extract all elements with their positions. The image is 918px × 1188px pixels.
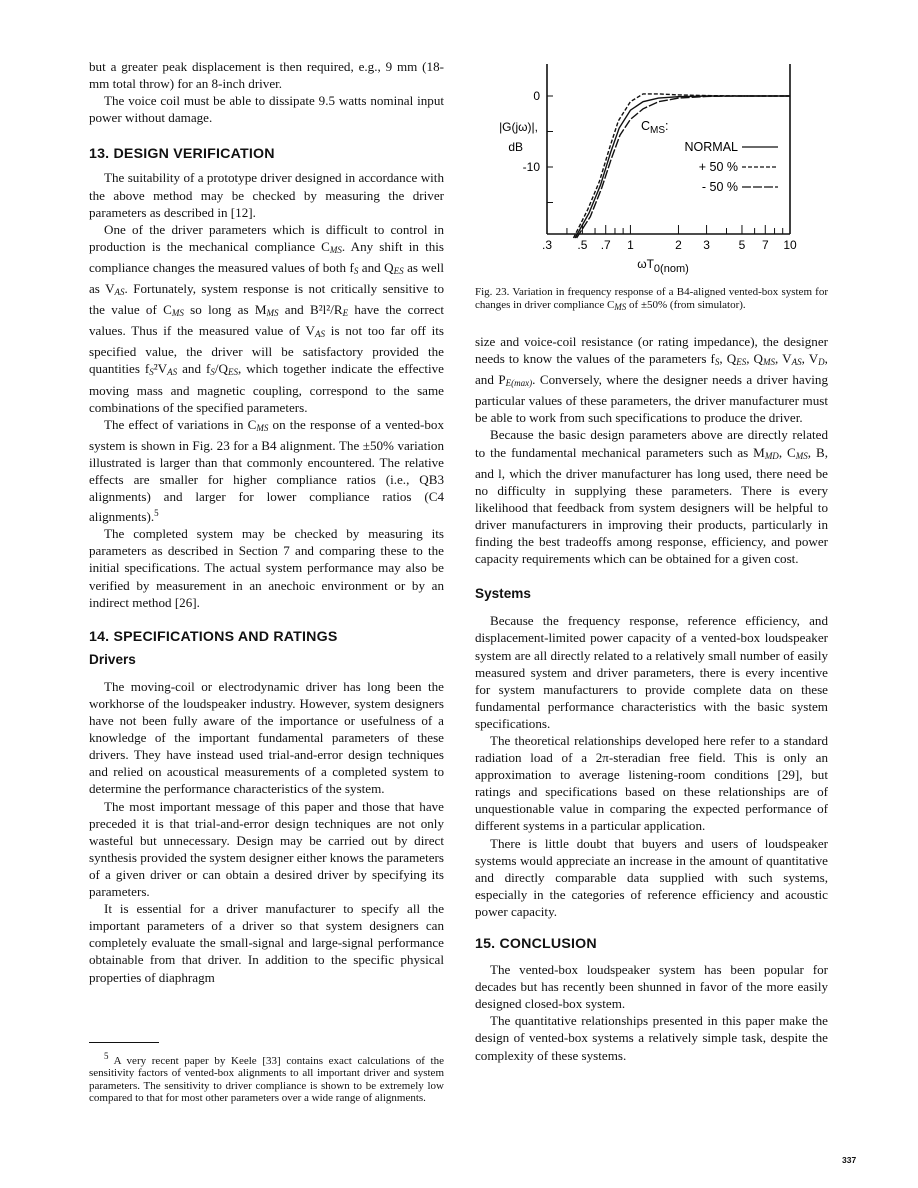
paragraph: The effect of variations in $C_{MS}$ on the response of a vented-box system is shown in Fig. 23 for a B4 alignment. The ±50% variation illustrated is larger than that commonly encountered. The relative effects are smaller for higher compliance ratios (i.e., QB3 alignments) and larger for lower compliance ratios (C4 alignments).$^5$ xyxy=(89,416,444,525)
y-tick-label: -10 xyxy=(522,160,540,174)
systems-heading: Systems xyxy=(475,586,531,602)
paragraph: but a greater peak displacement is then required, e.g., 9 mm (18-mm total throw) for an 8-inch driver. xyxy=(89,59,444,92)
paragraph: The suitability of a prototype driver designed in accordance with the above method may be checked by measuring the driver parameters as described in [12]. xyxy=(89,170,444,220)
paragraph: Because the basic design parameters above are directly related to the fundamental mechanical parameters such as $M_{MD}$, $C_{MS}$, B, and l, which the driver manufacturer has long used, there need be no difficulty in supplying these parameters. There is every likelihood that feedback from system designers will be helpful to driver manufacturers in improving their products, particularly in finding the best tradeoffs among response, efficiency, and power capacity requirements which can be obtained for a given cost. xyxy=(475,427,828,567)
legend-label: - 50 % xyxy=(701,180,738,194)
legend-label: NORMAL xyxy=(684,140,738,154)
paragraph: It is essential for a driver manufacturer to specify all the important parameters of a driver so that system designers can completely evaluate the small-signal and large-signal performance obtainable from that driver. In addition to the specific physical properties of diaphragm xyxy=(89,901,444,985)
y-axis-label: |G(jω)|, xyxy=(499,120,538,134)
x-tick-label: .7 xyxy=(600,238,611,252)
chart-axes xyxy=(547,64,790,234)
drivers-heading: Drivers xyxy=(89,651,136,667)
legend-title: $C_{MS}$: xyxy=(641,119,669,136)
figure-23-chart xyxy=(490,58,820,283)
figure-caption: Fig. 23. Variation in frequency response of a B4-aligned vented-box system for changes in driver compliance $C_{MS}$ of ±50% (from simulator). xyxy=(475,286,828,312)
paragraph: The vented-box loudspeaker system has been popular for decades but has recently been shunned in favor of the more easily designed closed-box system. xyxy=(475,962,828,1012)
paragraph: Because the frequency response, reference efficiency, and displacement-limited power capacity of a vented-box loudspeaker system are all directly related to a relatively small number of easily measured system and driver parameters, there is every incentive for system manufacturers to provide complete data on these fundamental performance characteristics with the basic system specifications. xyxy=(475,613,828,731)
paragraph: One of the driver parameters which is difficult to control in production is the mechanical compliance $C_{MS}$. Any shift in this compliance changes the measured values of both $f_S$ and $Q_{ES}$ as well as $V_{AS}$. Fortunately, system response is not critically sensitive to the value of $C_{MS}$ so long as $M_{MS}$ and B²l²/$R_E$ have the correct values. Thus if the measured value of $V_{AS}$ is not too far off its specified value, the driver will be satisfactory provided the quantities $f_S^2V_{AS}$ and $f_S/Q_{ES}$, which together indicate the effective moving mass and magnetic coupling, correspond to the same combinations of the specified parameters. xyxy=(89,221,444,415)
paragraph: The moving-coil or electrodynamic driver has long been the workhorse of the loudspeaker industry. However, system designers have not been fully aware of the importance or usefulness of a knowledge of the important fundamental parameters of these drivers. They have instead used trial-and-error design techniques and relied on acoustical measurements of a completed system to determine the performance characteristics of the system. xyxy=(89,678,444,797)
footnote-ref: 5 xyxy=(154,508,159,519)
x-tick-label: .3 xyxy=(541,238,553,252)
section-15-heading: 15. CONCLUSION xyxy=(475,936,597,952)
section-14-heading: 14. SPECIFICATIONS AND RATINGS xyxy=(89,628,338,645)
page-number: 337 xyxy=(842,1155,857,1165)
footnote: $^5$ A very recent paper by Keele [33] contains exact calculations of the sensitivity factors of vented-box alignments to all important driver and system parameters. The sensitivity to driver compliance is shown to be extremely low compared to that for most other parameters over a wide range of alignments. xyxy=(89,1051,444,1104)
x-tick-label: 3 xyxy=(703,238,710,252)
x-tick-label: 10 xyxy=(783,238,797,252)
paragraph: There is little doubt that buyers and users of loudspeaker systems would appreciate an increase in the amount of quantitative and directly comparable data supplied with such systems, especially in the categories of reference efficiency and acoustic power capacity. xyxy=(475,835,828,919)
x-tick-label: 7 xyxy=(761,238,769,252)
footnote-rule xyxy=(89,1042,159,1043)
y-tick-label: 0 xyxy=(533,89,540,103)
x-tick-label: 5 xyxy=(738,238,746,252)
legend-label: + 50 % xyxy=(698,160,738,174)
paragraph: size and voice-coil resistance (or rating impedance), the designer needs to know the values of the parameters $f_S$, $Q_{ES}$, $Q_{MS}$, $V_{AS}$, $V_D$, and $P_{E(max)}$. Conversely, where the designer needs a driver having particular values of these parameters, the driver manufacturer must be able to work from such specifications to produce the driver. xyxy=(475,334,829,426)
x-tick-label: 1 xyxy=(627,238,634,252)
chart-labels xyxy=(499,89,797,275)
paragraph: The voice coil must be able to dissipate 9.5 watts nominal input power without damage. xyxy=(89,93,444,126)
section-13-heading: 13. DESIGN VERIFICATION xyxy=(89,146,275,163)
x-axis-label: ωT0(nom) xyxy=(637,257,689,275)
paragraph: The quantitative relationships presented in this paper make the design of vented-box systems a relatively simple task, despite the complexity of these systems. xyxy=(475,1013,828,1063)
left-column xyxy=(89,58,444,986)
paragraph: The theoretical relationships developed here refer to a standard radiation load of a 2π-steradian free field. This is only an approximation to average listening-room conditions [29], but ratings and specifications based on these relationships are of unquestionable value in comparing the expected performance of different systems in a particular application. xyxy=(475,732,828,834)
x-tick-label: .5 xyxy=(577,238,588,252)
right-column xyxy=(475,286,828,1064)
paragraph: The completed system may be checked by measuring its parameters as described in Section 7 and comparing these to the initial specifications. The actual system performance may also be verified by measurement in an anechoic environment or by an indirect method [26]. xyxy=(89,526,444,610)
paragraph: The most important message of this paper and those that have preceded it is that trial-and-error design techniques are not only wasteful but unnecessary. Design may be carried out by direct synthesis provided the system designer either knows the parameters of a given driver or can obtain a desired driver by specifying its parameters. xyxy=(89,798,444,900)
x-tick-label: 2 xyxy=(675,238,682,252)
y-axis-unit: dB xyxy=(508,140,523,154)
chart-curves xyxy=(574,94,791,238)
